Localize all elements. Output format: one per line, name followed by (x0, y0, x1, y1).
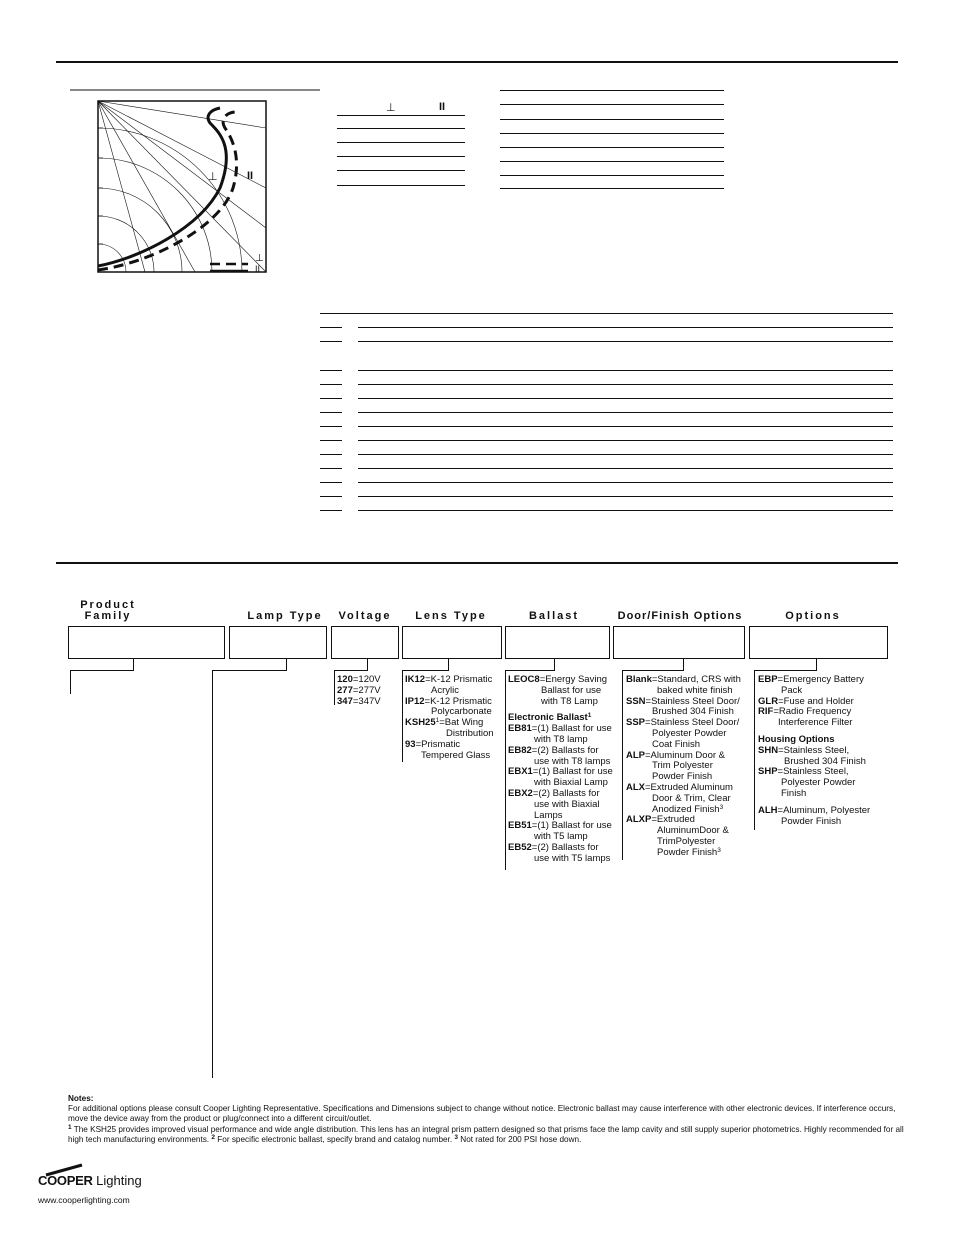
brand-bold: COOPER (38, 1173, 93, 1188)
housing-item: ALH=Aluminum, Polyester Powder Finish (758, 804, 871, 827)
notes-general: For additional options please consult Cooper Lighting Representative. Specifications and Dimensions subject to change without notice. Electronic ballast may cause interference with other electronic devices. If interference occurs, move the device away from the product or plug/connect into a different circuit/outlet. (68, 1104, 896, 1124)
top-rule (56, 61, 898, 63)
options-list (758, 675, 888, 827)
door-item: Blank=Standard, CRS with baked white finish (626, 674, 741, 696)
connector (133, 658, 134, 670)
door-item: ALX=Extruded Aluminum Door & Trim, Clear Anodized Finish$^3$ (626, 781, 733, 815)
ballast-item: EB82=(2) Ballasts for use with T8 lamps (508, 744, 611, 767)
option-item: RIF=Radio Frequency Interference Filter (758, 706, 853, 729)
option-item: EBP=Emergency Battery Pack (758, 674, 864, 696)
legend-perp-symbol: ⊥ (255, 253, 264, 264)
brand-light: Lighting (92, 1173, 142, 1188)
box-voltage[interactable] (331, 626, 399, 659)
notes-footnotes: $^1$ The KSH25 provides improved visual performance and wide angle distribution. This lens has an integral prism pattern designed so that prisms face the lamp cavity and still supply superior photometrics. Highly recommended for all high tech manufacturing environments. $^2$ For specific electronic ballast, specify brand and catalog number. $^3$ Not rated for 200 PSI hose down. (68, 1123, 904, 1144)
door-item: SSN=Stainless Steel Door/ Brushed 304 Finish (626, 695, 740, 718)
header-door-finish: Door/Finish Options (617, 610, 743, 622)
housing-options-heading: Housing Options (758, 733, 835, 745)
housing-item: SHN=Stainless Steel, Brushed 304 Finish (758, 744, 866, 767)
cooper-logo (38, 1163, 178, 1193)
header-lamp-type: Lamp Type (247, 610, 323, 622)
header-voltage: Voltage (338, 610, 392, 622)
door-finish-list (626, 675, 750, 859)
box-options[interactable] (749, 626, 888, 659)
option-item: GLR=Fuse and Holder (758, 695, 854, 707)
voltage-item: 347=347V (337, 695, 381, 707)
door-item: SSP=Stainless Steel Door/ Polyester Powder Coat Finish (626, 717, 740, 750)
parallel-symbol-label: II (247, 170, 254, 182)
ballast-item: EB51=(1) Ballast for use with T5 lamp (508, 820, 612, 843)
header-options: Options (785, 610, 841, 622)
electronic-ballast-heading: Electronic Ballast$^1$ (508, 712, 592, 724)
ballast-item: EBX1=(1) Ballast for use with Biaxial Lamp (508, 766, 613, 789)
lens-item: IK12=K-12 Prismatic Acrylic (405, 674, 493, 696)
box-ballast[interactable] (505, 626, 610, 659)
ballast-item: LEOC8=Energy Saving Ballast for use with T8 Lamp (508, 674, 608, 707)
zonal-table (500, 90, 726, 190)
ballast-item: EB81=(1) Ballast for use with T8 lamp (508, 723, 612, 745)
lens-item: IP12=K-12 Prismatic Polycarbonate (405, 695, 492, 718)
notes (68, 1094, 908, 1145)
notes-title: Notes: (68, 1094, 94, 1103)
voltage-item: 277=277V (337, 684, 381, 696)
photometric-diagram (70, 88, 330, 278)
spacing-table (337, 100, 467, 190)
header-product-family-line1: Product (80, 599, 136, 611)
door-item: ALXP=Extruded AluminumDoor & TrimPolyester Powder Finish$^3$ (626, 814, 729, 858)
ballast-list (508, 675, 618, 865)
lens-item: $KSH25^1=Bat$ Wing Distribution (405, 717, 494, 739)
box-lens-type[interactable] (402, 626, 502, 659)
section-rule (56, 562, 898, 564)
voltage-item: 120=120V (337, 674, 381, 685)
lens-item: 93=Prismatic Tempered Glass (405, 738, 491, 761)
door-item: ALP=Aluminum Door & Trim Polyester Powder Finish (626, 749, 725, 783)
header-product-family (68, 600, 148, 622)
header-product-family-line2: Family (84, 610, 132, 622)
candela-table (320, 313, 894, 513)
header-lens-type: Lens Type (415, 610, 487, 622)
box-product-family[interactable] (68, 626, 225, 659)
box-door-finish[interactable] (613, 626, 745, 659)
header-ballast: Ballast (528, 610, 580, 622)
box-lamp-type[interactable] (229, 626, 327, 659)
voltage-list (337, 675, 399, 707)
perp-symbol-label: ⊥ (208, 171, 218, 183)
ballast-item: EB52=(2) Ballasts for use with T5 lamps (508, 841, 611, 864)
spacing-parallel-symbol: II (439, 101, 446, 113)
spacing-perp-symbol: ⊥ (386, 102, 396, 114)
housing-item: SHP=Stainless Steel, Polyester Powder Finish (758, 766, 856, 799)
lens-list (405, 675, 501, 761)
ballast-item: EBX2=(2) Ballasts for use with Biaxial Lamps (508, 787, 600, 821)
website-url[interactable]: www.cooperlighting.com (38, 1195, 130, 1205)
legend-parallel-symbol: II (255, 264, 261, 274)
